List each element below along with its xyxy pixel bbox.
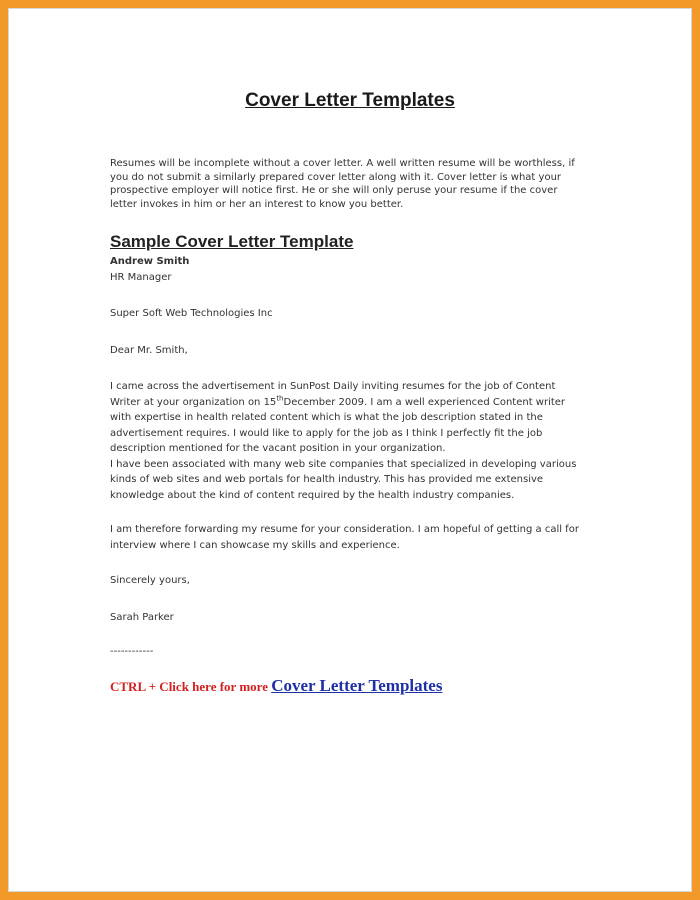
body-line: kinds of web sites and web portals for health industry. This has provided me extensive <box>110 474 544 485</box>
intro-paragraph <box>110 157 600 211</box>
intro-line: you do not submit a similarly prepared cover letter along with it. Cover letter is what your <box>110 171 562 183</box>
letter-body-paragraph <box>110 379 600 503</box>
intro-line: letter invokes in him or her an interest to know you better. <box>110 198 404 210</box>
body-line: knowledge about the kind of content required by the health industry companies. <box>110 489 515 501</box>
separator: ------------ <box>110 646 154 657</box>
body-line: with expertise in health related content which is what the job description stated in the <box>110 412 543 423</box>
recipient-title: HR Manager <box>110 272 172 283</box>
closing: Sincerely yours, <box>110 575 190 586</box>
cta-line <box>110 676 442 696</box>
intro-line: Resumes will be incomplete without a cover letter. A well written resume will be worthless, if <box>110 158 575 169</box>
sample-heading: Sample Cover Letter Template <box>110 232 354 251</box>
body-line: I have been associated with many web site companies that specialized in developing various <box>110 458 577 470</box>
body-line: December 2009. I am a well experienced Content writer <box>283 396 566 408</box>
salutation: Dear Mr. Smith, <box>110 345 188 356</box>
body-line: Writer at your organization on 15 <box>110 396 277 408</box>
body-line: description mentioned for the vacant position in your organization. <box>110 443 446 454</box>
document-title: Cover Letter Templates <box>245 90 455 111</box>
ordinal-suffix: th <box>276 394 284 403</box>
intro-line: prospective employer will notice first. He or she will only peruse your resume if the cover <box>110 185 558 196</box>
cover-letter-templates-link[interactable]: Cover Letter Templates <box>271 676 443 695</box>
body-line: advertisement requires. I would like to apply for the job as I think I perfectly fit the job <box>110 427 543 439</box>
company-name: Super Soft Web Technologies Inc <box>110 308 273 319</box>
recipient-name: Andrew Smith <box>110 256 190 267</box>
body-line: I am therefore forwarding my resume for your consideration. I am hopeful of getting a call for <box>110 524 579 535</box>
body-line: I came across the advertisement in SunPost Daily inviting resumes for the job of Content <box>110 381 556 392</box>
body-line: interview where I can showcase my skills and experience. <box>110 539 400 551</box>
signature: Sarah Parker <box>110 612 174 623</box>
letter-closing-paragraph <box>110 522 600 553</box>
cta-prefix: CTRL + Click here for more <box>110 679 272 694</box>
